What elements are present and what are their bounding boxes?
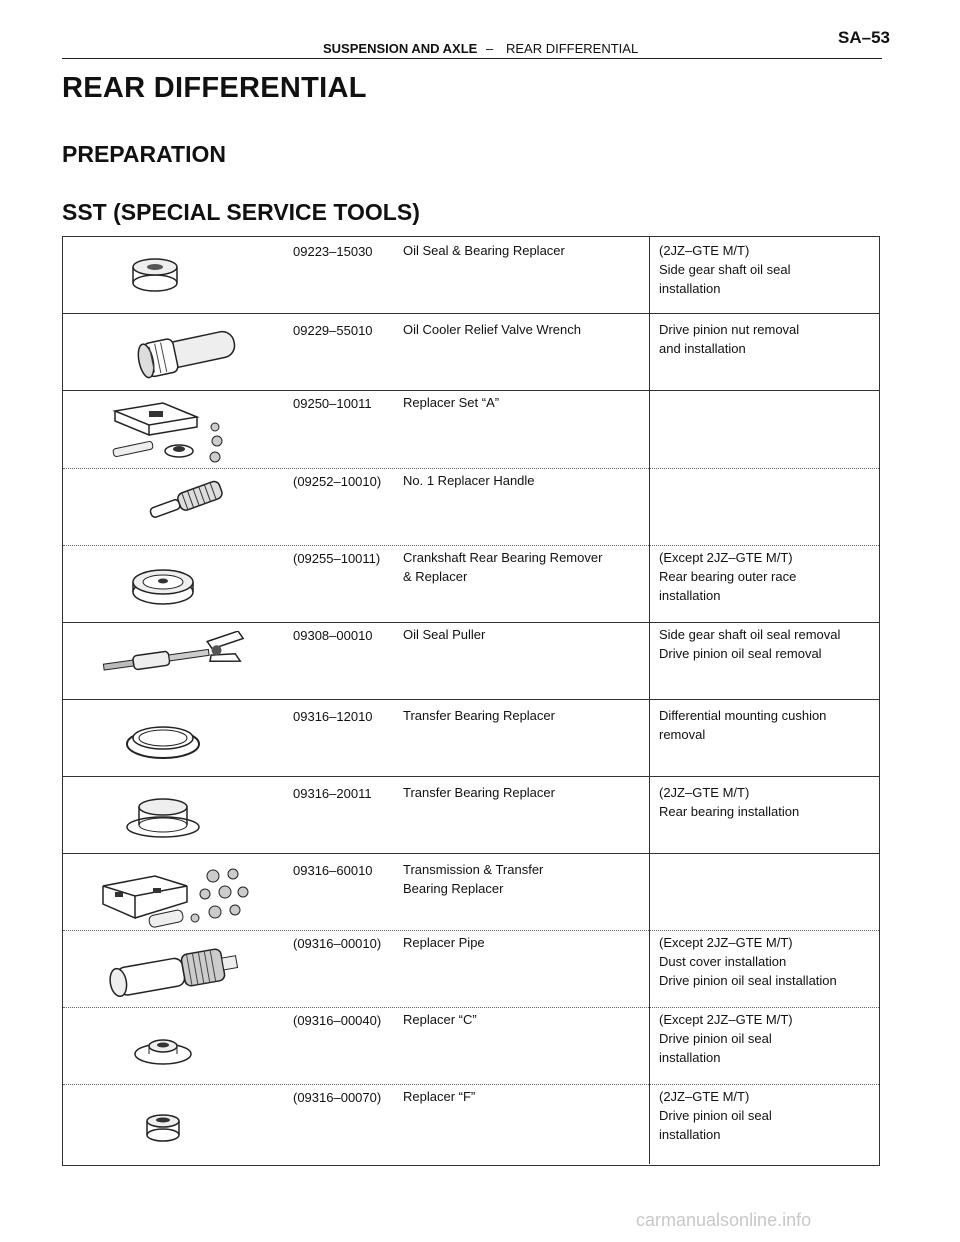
header-separator: – — [486, 41, 494, 56]
cup-replacer-icon — [93, 785, 273, 850]
header-subsection: REAR DIFFERENTIAL — [506, 41, 639, 56]
page-title: REAR DIFFERENTIAL — [62, 72, 367, 104]
tool-usage: (2JZ–GTE M/T) Rear bearing installation — [659, 785, 800, 819]
tool-part-number: 09316–60010 — [293, 863, 373, 878]
tool-name: Transfer Bearing Replacer — [403, 785, 555, 800]
table-row — [63, 468, 879, 545]
table-row — [63, 313, 879, 390]
header-section: SUSPENSION AND AXLE — [323, 41, 478, 56]
table-row — [63, 699, 879, 776]
header-rule — [62, 58, 882, 59]
sst-table — [62, 236, 880, 1166]
ring-replacer-icon — [93, 708, 273, 773]
replacer-pipe-icon — [93, 939, 273, 1004]
table-row — [63, 776, 879, 853]
table-row — [63, 236, 879, 313]
tool-usage: Side gear shaft oil seal removal Drive pinion oil seal removal — [659, 627, 841, 661]
table-row — [63, 545, 879, 622]
replacer-set-icon — [93, 399, 273, 474]
tool-name: Replacer “C” — [403, 1012, 477, 1027]
tool-name: Replacer Set “A” — [403, 395, 500, 410]
tool-part-number: 09250–10011 — [293, 396, 372, 411]
table-row — [63, 622, 879, 699]
table-row — [63, 390, 879, 468]
tool-name: Transmission & Transfer Bearing Replacer — [403, 862, 544, 896]
tool-usage: Differential mounting cushion removal — [659, 708, 827, 742]
tool-part-number: 09308–00010 — [293, 628, 373, 643]
page-number: SA–53 — [838, 28, 890, 47]
tool-name: Oil Seal Puller — [403, 627, 486, 642]
tool-name: Crankshaft Rear Bearing Remover & Replacer — [403, 550, 603, 584]
tool-name: No. 1 Replacer Handle — [403, 473, 535, 488]
tool-part-number: 09316–12010 — [293, 709, 373, 724]
table-row — [63, 1084, 879, 1166]
oil-seal-replacer-icon — [93, 245, 273, 310]
tool-name: Oil Seal & Bearing Replacer — [403, 243, 565, 258]
tool-name: Oil Cooler Relief Valve Wrench — [403, 322, 581, 337]
tool-part-number: 09229–55010 — [293, 323, 373, 338]
tool-part-number: (09255–10011) — [293, 551, 381, 566]
tool-part-number: (09316–00070) — [293, 1090, 382, 1105]
valve-wrench-icon — [93, 322, 273, 387]
page-subtitle: PREPARATION — [62, 141, 226, 167]
replacer-f-icon — [93, 1095, 273, 1160]
tool-part-number: (09316–00010) — [293, 936, 382, 951]
replacer-c-icon — [93, 1016, 273, 1081]
replacer-handle-icon — [93, 477, 273, 532]
table-row — [63, 930, 879, 1007]
tool-usage: (Except 2JZ–GTE M/T) Dust cover installation Drive pinion oil seal installation — [659, 935, 837, 988]
tool-part-number: (09316–00040) — [293, 1013, 382, 1028]
tool-usage: (2JZ–GTE M/T) Drive pinion oil seal installation — [659, 1089, 772, 1142]
tool-usage: (2JZ–GTE M/T) Side gear shaft oil seal installation — [659, 243, 791, 296]
tool-usage: (Except 2JZ–GTE M/T) Rear bearing outer race installation — [659, 550, 797, 603]
tool-name: Replacer “F” — [403, 1089, 476, 1104]
tool-name: Transfer Bearing Replacer — [403, 708, 555, 723]
section-heading: SST (SPECIAL SERVICE TOOLS) — [62, 199, 420, 225]
table-row — [63, 1007, 879, 1084]
oil-seal-puller-icon — [93, 631, 273, 686]
bearing-remover-icon — [93, 554, 273, 619]
tool-part-number: 09223–15030 — [293, 244, 373, 259]
tool-part-number: (09252–10010) — [293, 474, 382, 489]
tool-part-number: 09316–20011 — [293, 786, 372, 801]
tool-usage: (Except 2JZ–GTE M/T) Drive pinion oil seal installation — [659, 1012, 793, 1065]
watermark: carmanualsonline.info — [636, 1210, 812, 1230]
replacer-kit-icon — [93, 862, 273, 937]
tool-name: Replacer Pipe — [403, 935, 485, 950]
tool-usage: Drive pinion nut removal and installation — [659, 322, 800, 356]
table-row — [63, 853, 879, 930]
